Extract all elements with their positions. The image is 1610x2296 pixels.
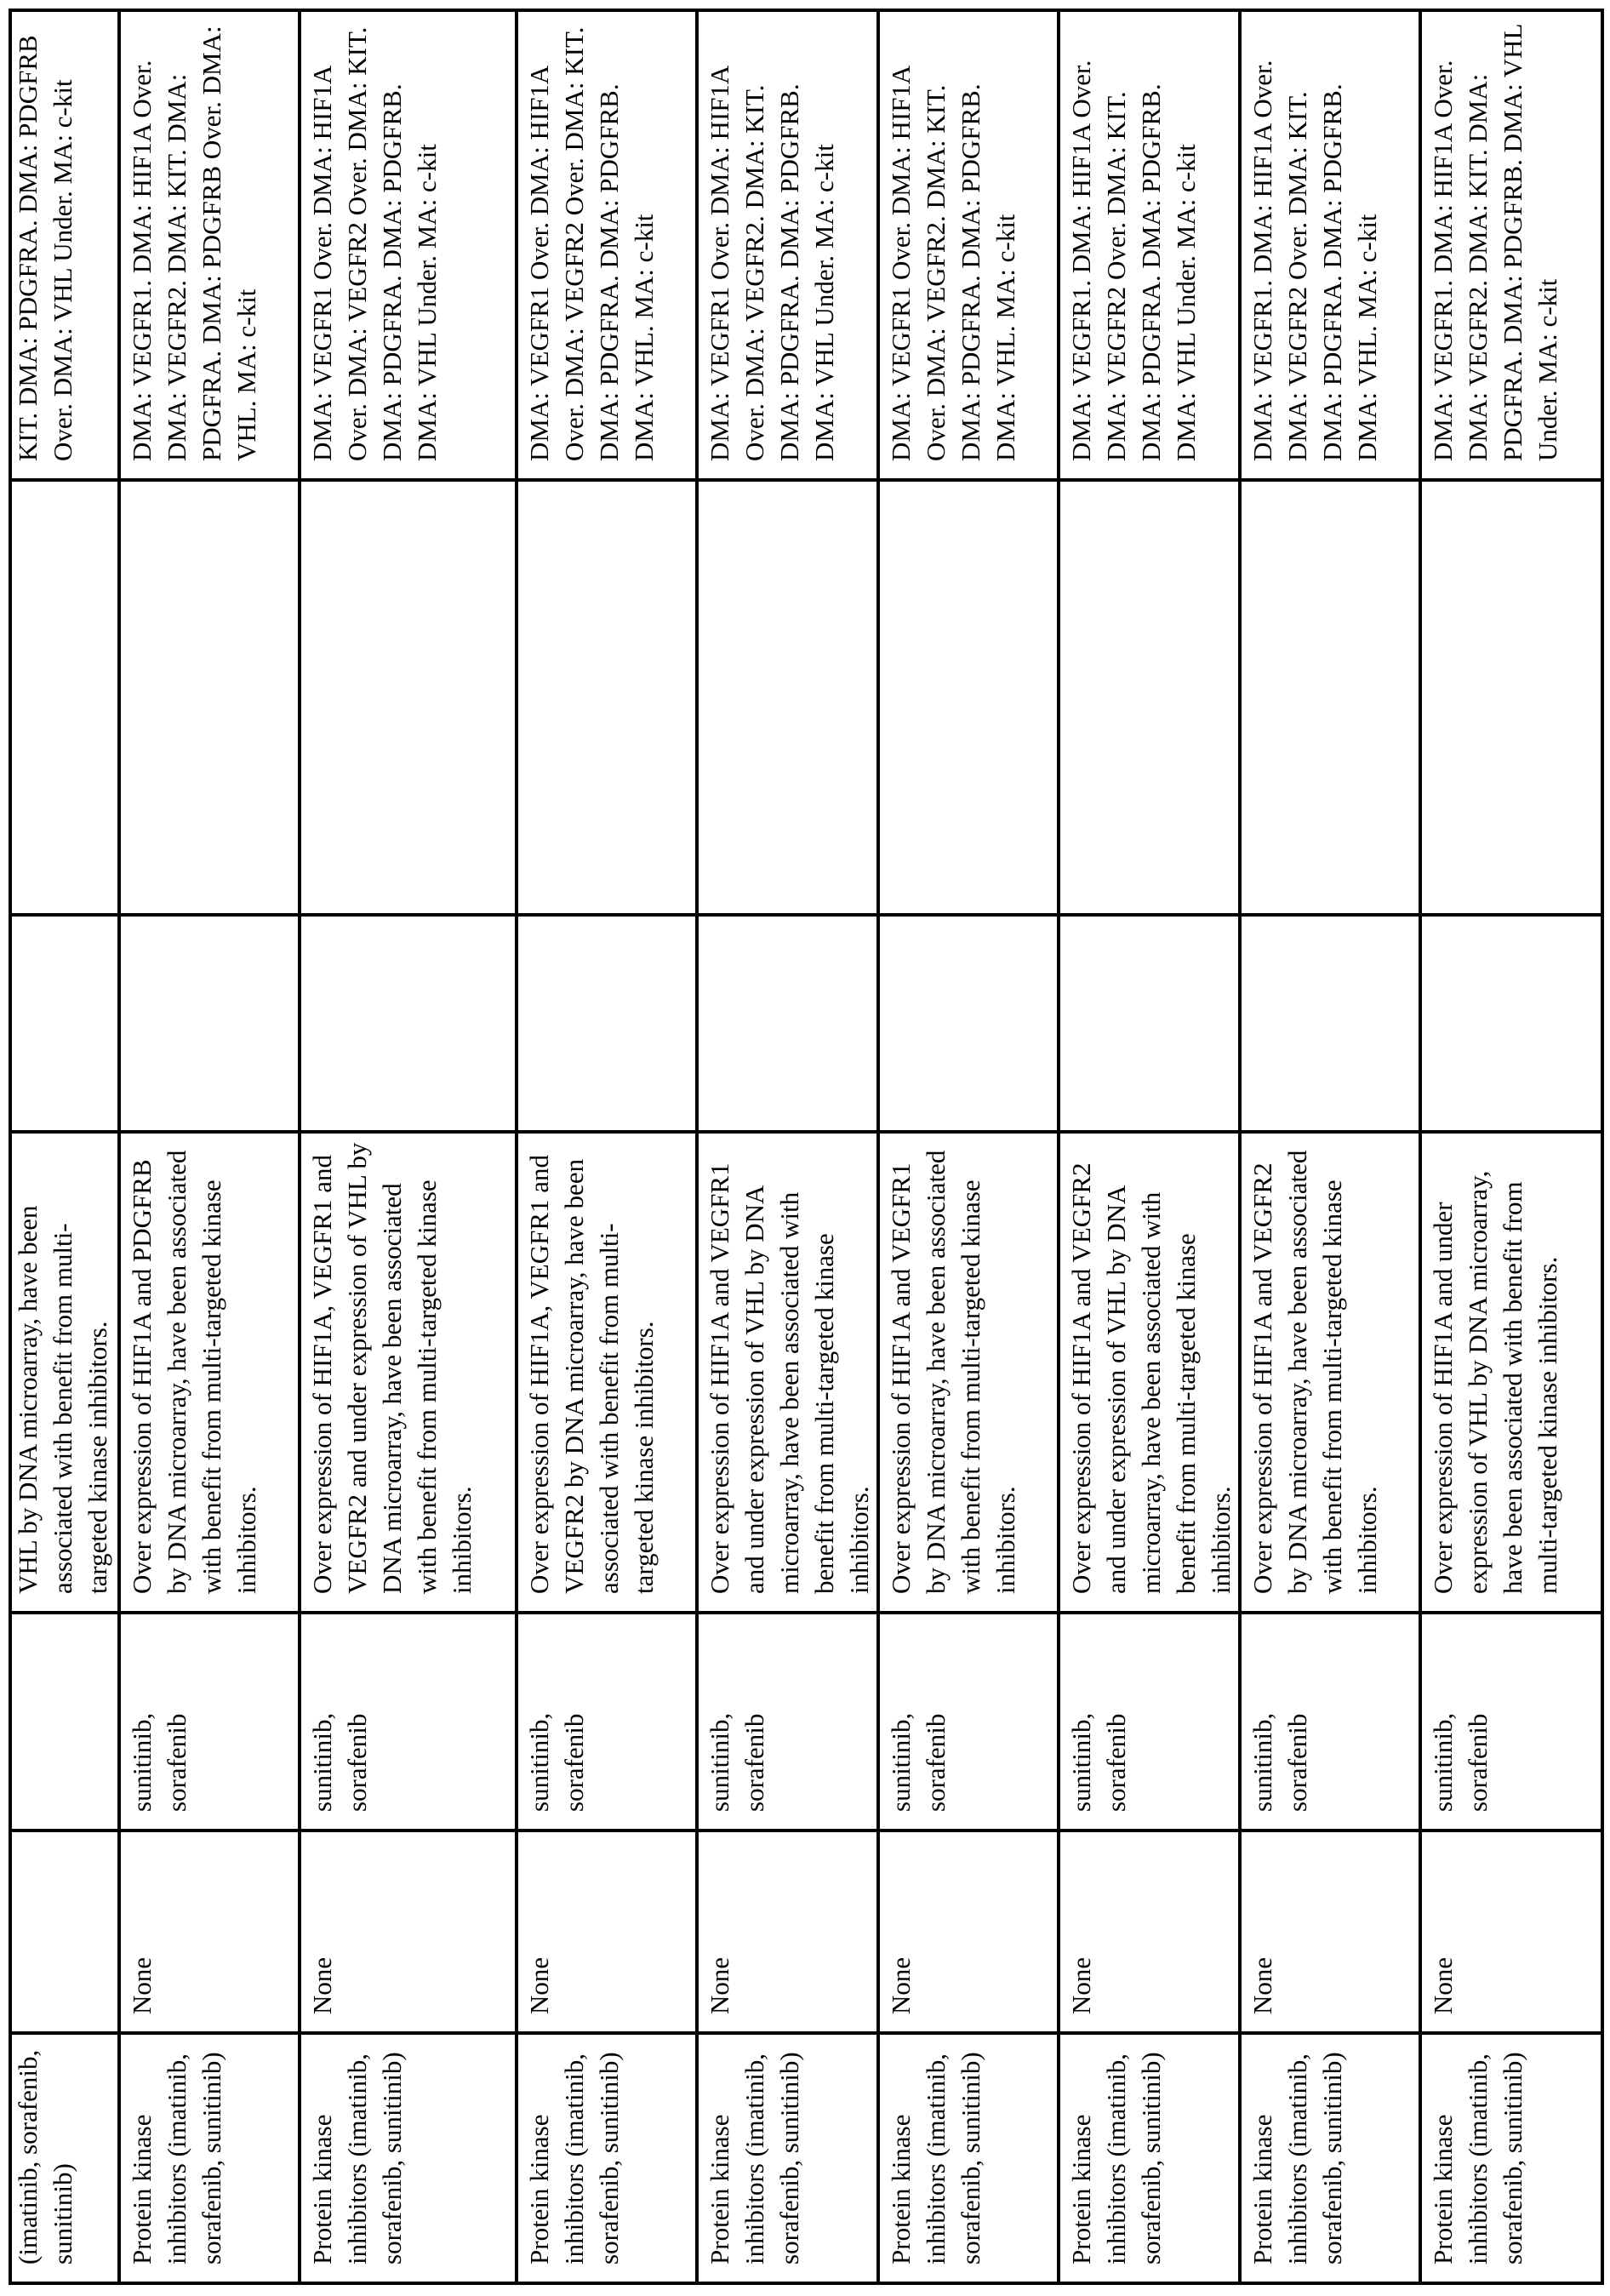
markers-cell (10, 10, 119, 480)
drug-class-cell (697, 2033, 878, 2283)
none-text: None (307, 1956, 337, 2014)
drugs-cell (300, 1613, 517, 1831)
drugs-text: sunitinib, sorafenib (307, 1712, 372, 1812)
drugs-text: sunitinib, sorafenib (886, 1712, 951, 1812)
drugs-cell (697, 1613, 878, 1831)
drugs-cell (10, 1613, 119, 1831)
none-cell (1059, 1831, 1240, 2033)
blank-cell-2 (10, 480, 119, 915)
blank-cell-2 (1059, 480, 1240, 915)
description-cell (1059, 1132, 1240, 1613)
description-cell (300, 1132, 517, 1613)
markers-cell (517, 10, 697, 480)
blank-cell-2 (119, 480, 300, 915)
drugs-text: sunitinib, sorafenib (127, 1712, 191, 1812)
drugs-cell (1240, 1613, 1420, 1831)
description-cell (1240, 1132, 1420, 1613)
drugs-text: sunitinib, sorafenib (705, 1712, 769, 1812)
description-cell (517, 1132, 697, 1613)
none-text: None (1066, 1956, 1096, 2014)
none-text: None (886, 1956, 916, 2014)
none-text: None (524, 1956, 554, 2014)
markers-cell (878, 10, 1059, 480)
none-cell (1240, 1831, 1420, 2033)
blank-cell-2 (300, 480, 517, 915)
markers-text: DMA: VEGFR1. DMA: HIF1A Over. DMA: VEGFR2 Over. DMA: KIT. DMA: PDGFRA. DMA: PDGFRB. DMA: VHL. MA: c-kit (1247, 60, 1382, 461)
drugs-text: sunitinib, sorafenib (1066, 1712, 1131, 1812)
description-cell (878, 1132, 1059, 1613)
table-row (517, 10, 697, 2283)
drug-class-cell (119, 2033, 300, 2283)
drug-class-cell (10, 2033, 119, 2283)
markers-text: DMA: VEGFR1. DMA: HIF1A Over. DMA: VEGFR2. DMA: KIT. DMA: PDGFRA. DMA: PDGFRB. DMA: VHL Under. MA: c-kit (1428, 24, 1562, 461)
markers-text: DMA: VEGFR1 Over. DMA: HIF1A Over. DMA: VEGFR2 Over. DMA: KIT. DMA: PDGFRA. DMA: PDGFRB. DMA: VHL. MA: c-kit (524, 26, 659, 461)
description-text: Over expression of HIF1A, VEGFR1 and VEGFR2 by DNA microarray, have been associated with benefit from multi-targeted kinase inhibitors. (524, 1154, 659, 1594)
blank-cell-1 (1240, 915, 1420, 1132)
drugs-cell (1059, 1613, 1240, 1831)
blank-cell-2 (1240, 480, 1420, 915)
description-cell (119, 1132, 300, 1613)
drug-class-text: Protein kinase inhibitors (imatinib, sorafenib, sunitinib) (1247, 2052, 1347, 2265)
drugs-text: sunitinib, sorafenib (1247, 1712, 1312, 1812)
description-text: Over expression of HIF1A and under expression of VHL by DNA microarray, have been associated with benefit from multi-targeted kinase inhibitors. (1428, 1170, 1562, 1594)
markers-cell (1059, 10, 1240, 480)
blank-cell-1 (878, 915, 1059, 1132)
none-cell (119, 1831, 300, 2033)
drug-class-cell (1059, 2033, 1240, 2283)
drug-class-text: Protein kinase inhibitors (imatinib, sorafenib, sunitinib) (127, 2052, 226, 2265)
none-text: None (705, 1956, 734, 2014)
drug-class-text: Protein kinase inhibitors (imatinib, sorafenib, sunitinib) (524, 2052, 624, 2265)
drug-class-cell (517, 2033, 697, 2283)
description-text: Over expression of HIF1A and PDGFRB by DNA microarray, have been associated with benefit from multi-targeted kinase inhibitors. (127, 1150, 261, 1594)
drug-class-text: Protein kinase inhibitors (imatinib, sorafenib, sunitinib) (1428, 2052, 1527, 2265)
drugs-cell (517, 1613, 697, 1831)
markers-cell (300, 10, 517, 480)
blank-cell-2 (1420, 480, 1602, 915)
blank-cell-1 (119, 915, 300, 1132)
none-cell (697, 1831, 878, 2033)
markers-cell (1420, 10, 1602, 480)
table-row (119, 10, 300, 2283)
drug-class-cell (1240, 2033, 1420, 2283)
none-cell (517, 1831, 697, 2033)
markers-text: DMA: VEGFR1. DMA: HIF1A Over. DMA: VEGFR2. DMA: KIT. DMA: PDGFRA. DMA: PDGFRB Over. DMA: VHL. MA: c-kit (127, 26, 261, 461)
none-cell (10, 1831, 119, 2033)
markers-cell (1240, 10, 1420, 480)
table-row (1240, 10, 1420, 2283)
drug-class-text: Protein kinase inhibitors (imatinib, sorafenib, sunitinib) (705, 2052, 804, 2265)
blank-cell-2 (878, 480, 1059, 915)
description-cell (1420, 1132, 1602, 1613)
drug-class-text: Protein kinase inhibitors (imatinib, sorafenib, sunitinib) (1066, 2052, 1166, 2265)
description-cell (10, 1132, 119, 1613)
drug-class-cell (878, 2033, 1059, 2283)
drug-class-cell (1420, 2033, 1602, 2283)
description-text: Over expression of HIF1A and VEGFR1 by DNA microarray, have been associated with benefit from multi-targeted kinase inhibitors. (886, 1150, 1020, 1594)
drug-class-cell (300, 2033, 517, 2283)
description-text: Over expression of HIF1A and VEGFR2 and under expression of VHL by DNA microarray, have been associated with benefit from multi-targeted kinase inhibitors. (1066, 1162, 1236, 1594)
table-row (697, 10, 878, 2283)
markers-text: DMA: VEGFR1 Over. DMA: HIF1A Over. DMA: VEGFR2 Over. DMA: KIT. DMA: PDGFRA. DMA: PDGFRB. DMA: VHL Under. MA: c-kit (307, 26, 442, 461)
markers-text: DMA: VEGFR1 Over. DMA: HIF1A Over. DMA: VEGFR2. DMA: KIT. DMA: PDGFRA. DMA: PDGFRB. DMA: VHL. MA: c-kit (886, 66, 1020, 461)
drug-class-text: (imatinib, sorafenib, sunitinib) (13, 2049, 77, 2265)
table-row (300, 10, 517, 2283)
drugs-text: sunitinib, sorafenib (1428, 1712, 1493, 1812)
description-text: Over expression of HIF1A, VEGFR1 and VEGFR2 and under expression of VHL by DNA microarray, have been associated with benefit from multi-targeted kinase inhibitors. (307, 1142, 477, 1594)
description-text: VHL by DNA microarray, have been associated with benefit from multi-targeted kinase inhibitors. (13, 1205, 112, 1594)
table-row (1420, 10, 1602, 2283)
blank-cell-1 (517, 915, 697, 1132)
description-cell (697, 1132, 878, 1613)
blank-cell-1 (300, 915, 517, 1132)
blank-cell-1 (697, 915, 878, 1132)
none-cell (878, 1831, 1059, 2033)
blank-cell-1 (1059, 915, 1240, 1132)
rotated-table-container (9, 12, 1600, 2285)
description-text: Over expression of HIF1A and VEGFR2 by DNA microarray, have been associated with benefit from multi-targeted kinase inhibitors. (1247, 1150, 1382, 1594)
markers-text: DMA: VEGFR1. DMA: HIF1A Over. DMA: VEGFR2 Over. DMA: KIT. DMA: PDGFRA. DMA: PDGFRB. DMA: VHL Under. MA: c-kit (1066, 60, 1201, 461)
blank-cell-1 (10, 915, 119, 1132)
none-text: None (127, 1956, 157, 2014)
table-row (1059, 10, 1240, 2283)
markers-text: KIT. DMA: PDGFRA. DMA: PDGFRB Over. DMA: VHL Under. MA: c-kit (13, 35, 77, 461)
table-row (878, 10, 1059, 2283)
drugs-cell (1420, 1613, 1602, 1831)
drugs-cell (878, 1613, 1059, 1831)
drugs-cell (119, 1613, 300, 1831)
table-row (10, 10, 119, 2283)
none-cell (1420, 1831, 1602, 2033)
blank-cell-2 (517, 480, 697, 915)
markers-cell (119, 10, 300, 480)
markers-text: DMA: VEGFR1 Over. DMA: HIF1A Over. DMA: VEGFR2. DMA: KIT. DMA: PDGFRA. DMA: PDGFRB. DMA: VHL Under. MA: c-kit (705, 66, 839, 461)
drug-class-text: Protein kinase inhibitors (imatinib, sorafenib, sunitinib) (886, 2052, 985, 2265)
blank-cell-1 (1420, 915, 1602, 1132)
none-cell (300, 1831, 517, 2033)
drug-class-text: Protein kinase inhibitors (imatinib, sorafenib, sunitinib) (307, 2052, 407, 2265)
drugs-text: sunitinib, sorafenib (524, 1712, 589, 1812)
none-text: None (1428, 1956, 1458, 2014)
markers-cell (697, 10, 878, 480)
blank-cell-2 (697, 480, 878, 915)
biomarker-drug-table (9, 9, 1604, 2285)
description-text: Over expression of HIF1A and VEGFR1 and under expression of VHL by DNA microarray, have been associated with benefit from multi-targeted kinase inhibitors. (705, 1162, 874, 1594)
none-text: None (1247, 1956, 1277, 2014)
